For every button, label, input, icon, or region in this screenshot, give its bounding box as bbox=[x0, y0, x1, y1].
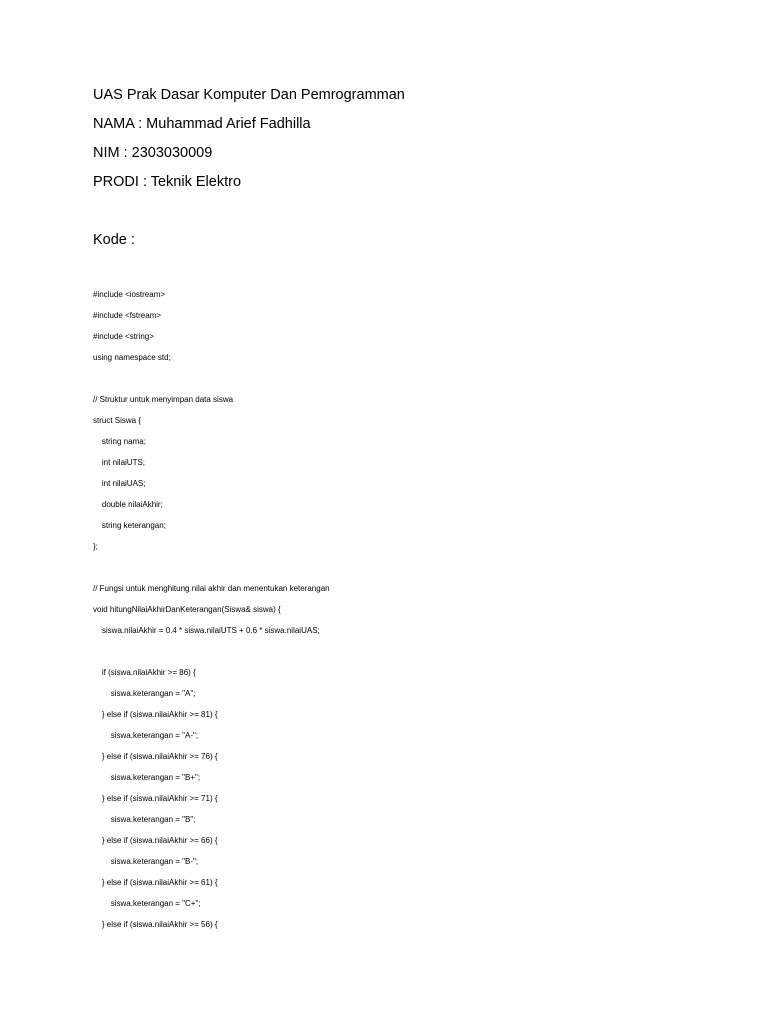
code-line: string keterangan; bbox=[93, 521, 166, 530]
student-prodi: PRODI : Teknik Elektro bbox=[93, 174, 242, 190]
code-line: siswa.keterangan = "B+"; bbox=[93, 773, 201, 782]
code-line bbox=[93, 372, 330, 386]
code-line: } else if (siswa.nilaiAkhir >= 76) { bbox=[93, 752, 218, 761]
code-line: } else if (siswa.nilaiAkhir >= 56) { bbox=[93, 920, 218, 929]
code-line bbox=[93, 645, 330, 659]
code-line: }; bbox=[93, 542, 98, 551]
code-line: int nilaiUAS; bbox=[93, 479, 146, 488]
code-line: // Struktur untuk menyimpan data siswa bbox=[93, 395, 234, 404]
code-line: #include <string> bbox=[93, 332, 154, 341]
code-section-label: Kode : bbox=[93, 232, 135, 248]
code-line: siswa.keterangan = "A"; bbox=[93, 689, 196, 698]
code-line: double nilaiAkhir; bbox=[93, 500, 163, 509]
code-line bbox=[93, 561, 330, 575]
code-line: #include <fstream> bbox=[93, 311, 162, 320]
code-line: // Fungsi untuk menghitung nilai akhir dan menentukan keterangan bbox=[93, 584, 330, 593]
document-header bbox=[93, 86, 405, 202]
code-line: siswa.keterangan = "C+"; bbox=[93, 899, 201, 908]
code-line: siswa.keterangan = "B-"; bbox=[93, 857, 199, 866]
code-line: string nama; bbox=[93, 437, 146, 446]
code-line: struct Siswa { bbox=[93, 416, 142, 425]
code-line: #include <iostream> bbox=[93, 290, 166, 299]
code-line: } else if (siswa.nilaiAkhir >= 61) { bbox=[93, 878, 218, 887]
document-title: UAS Prak Dasar Komputer Dan Pemrogramman bbox=[93, 87, 405, 103]
code-block bbox=[93, 288, 330, 939]
student-name: NAMA : Muhammad Arief Fadhilla bbox=[93, 116, 311, 132]
code-line: siswa.keterangan = "A-"; bbox=[93, 731, 199, 740]
code-line: if (siswa.nilaiAkhir >= 86) { bbox=[93, 668, 196, 677]
code-line: void hitungNilaiAkhirDanKeterangan(Siswa& siswa) { bbox=[93, 605, 281, 614]
student-nim: NIM : 2303030009 bbox=[93, 145, 213, 161]
code-line: } else if (siswa.nilaiAkhir >= 71) { bbox=[93, 794, 218, 803]
code-line: } else if (siswa.nilaiAkhir >= 81) { bbox=[93, 710, 218, 719]
code-line: } else if (siswa.nilaiAkhir >= 66) { bbox=[93, 836, 218, 845]
code-line: siswa.keterangan = "B"; bbox=[93, 815, 196, 824]
code-line: int nilaiUTS; bbox=[93, 458, 146, 467]
code-line: using namespace std; bbox=[93, 353, 171, 362]
code-line: siswa.nilaiAkhir = 0.4 * siswa.nilaiUTS + 0.6 * siswa.nilaiUAS; bbox=[93, 626, 320, 635]
